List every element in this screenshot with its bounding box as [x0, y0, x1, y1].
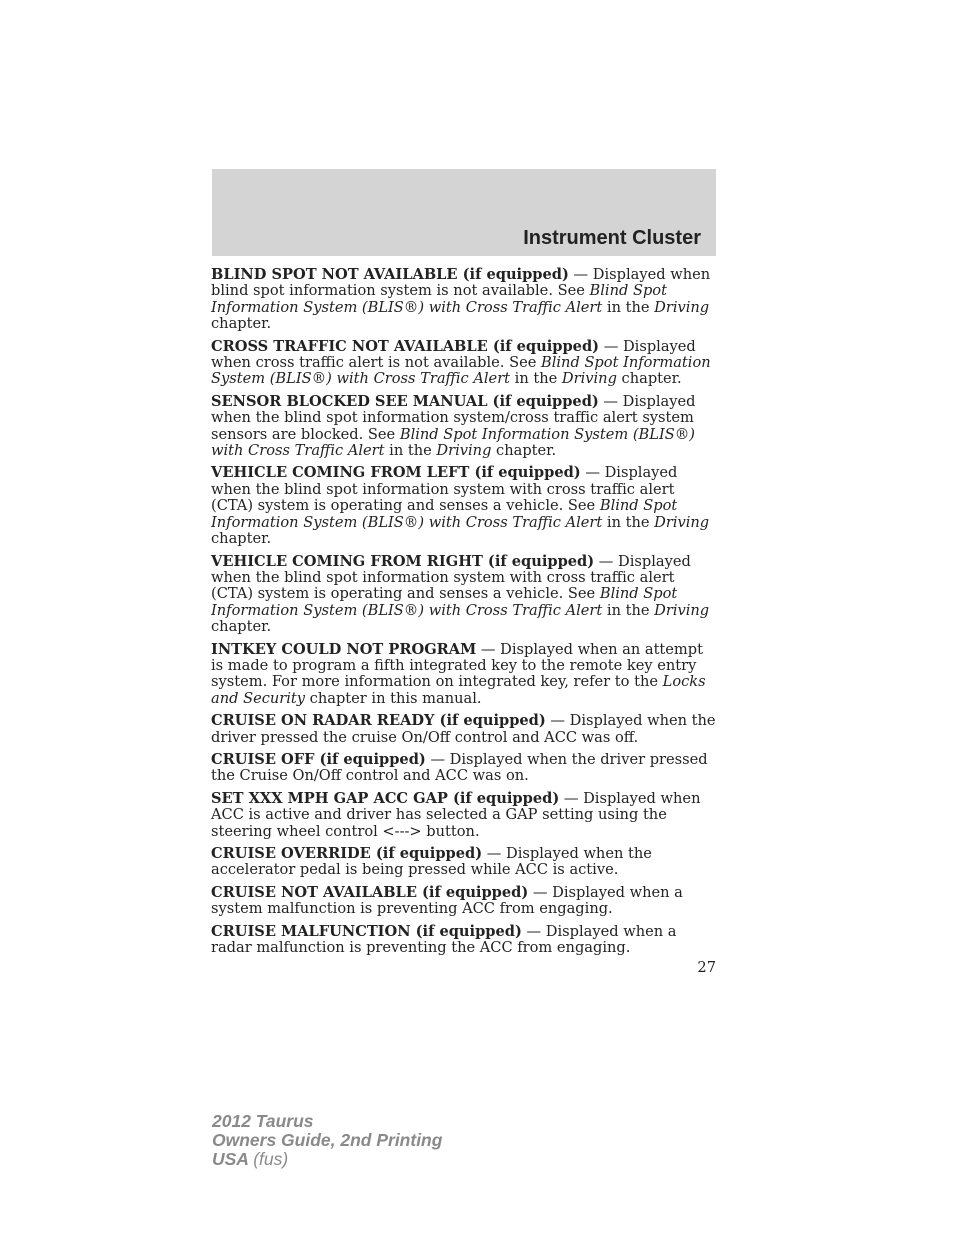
message-term: CRUISE OFF (if equipped): [211, 750, 426, 768]
message-description: — Displayed when the blind spot information system with cross traffic alert (CTA) system is operating and senses a vehicle. See: [211, 464, 678, 515]
message-entry: [211, 339, 717, 388]
message-description: — Displayed when a radar malfunction is preventing the ACC from engaging.: [211, 922, 677, 957]
message-term: CRUISE NOT AVAILABLE (if equipped): [211, 883, 529, 901]
message-description: — Displayed when ACC is active and driver has selected a GAP setting using the steering wheel control <---> button.: [211, 789, 701, 840]
message-description: chapter.: [211, 618, 272, 636]
document-body: [211, 267, 717, 962]
cross-reference: Blind Spot Information System (BLIS®) with Cross Traffic Alert: [211, 497, 678, 531]
footer-region-name: USA: [212, 1149, 249, 1169]
footer-guide-edition: Owners Guide, 2nd Printing: [212, 1130, 443, 1150]
message-term: INTKEY COULD NOT PROGRAM: [211, 640, 477, 658]
message-description: chapter.: [211, 530, 272, 548]
message-description: — Displayed when the accelerator pedal is being pressed while ACC is active.: [211, 845, 652, 879]
page-number: 27: [697, 959, 716, 976]
message-term: CRUISE ON RADAR READY (if equipped): [211, 712, 546, 730]
message-description: chapter.: [491, 442, 557, 460]
message-description: — Displayed when a system malfunction is preventing ACC from engaging.: [211, 883, 683, 918]
section-header-band: [212, 169, 716, 256]
cross-reference: Driving: [654, 513, 710, 531]
message-entry: [211, 791, 717, 840]
message-term: CROSS TRAFFIC NOT AVAILABLE (if equipped): [211, 337, 600, 355]
message-entry: [211, 713, 717, 746]
message-term: BLIND SPOT NOT AVAILABLE (if equipped): [211, 266, 569, 283]
message-entry: [211, 752, 717, 785]
message-description: in the: [602, 601, 655, 619]
cross-reference: Blind Spot Information System (BLIS®) with Cross Traffic Alert: [211, 282, 667, 316]
message-entry: [211, 267, 717, 333]
message-entry: [211, 924, 717, 957]
message-description: in the: [602, 513, 655, 531]
message-description: chapter in this manual.: [305, 689, 482, 707]
message-term: CRUISE OVERRIDE (if equipped): [211, 845, 483, 862]
footer-region: [212, 1150, 442, 1169]
cross-reference: Driving: [654, 298, 710, 316]
message-description: — Displayed when the blind spot information system with cross traffic alert (CTA) system is operating and senses a vehicle. See: [211, 552, 691, 603]
cross-reference: Blind Spot Information System (BLIS®) with Cross Traffic Alert: [211, 585, 678, 619]
cross-reference: Driving: [654, 601, 710, 619]
message-description: — Displayed when the blind spot information system/cross traffic alert system sensors are blocked. See: [211, 392, 696, 443]
message-entry: [211, 642, 717, 708]
document-footer: [212, 1112, 442, 1169]
section-title: Instrument Cluster: [523, 227, 701, 249]
cross-reference: Blind Spot Information System (BLIS®) with Cross Traffic Alert: [211, 425, 696, 460]
message-description: — Displayed when the driver pressed the Cruise On/Off control and ACC was on.: [211, 750, 708, 785]
message-description: — Displayed when the driver pressed the cruise On/Off control and ACC was off.: [211, 712, 716, 746]
message-description: in the: [602, 298, 655, 316]
message-term: VEHICLE COMING FROM RIGHT (if equipped): [211, 552, 595, 570]
message-description: — Displayed when cross traffic alert is not available. See: [211, 337, 696, 372]
message-description: chapter.: [211, 315, 272, 333]
cross-reference: Blind Spot Information System (BLIS®) with Cross Traffic Alert: [211, 354, 711, 388]
message-term: CRUISE MALFUNCTION (if equipped): [211, 922, 522, 940]
message-description: — Displayed when blind spot information system is not available. See: [211, 266, 711, 300]
message-term: SET XXX MPH GAP ACC GAP (if equipped): [211, 789, 560, 807]
cross-reference: Driving: [561, 370, 617, 388]
message-description: in the: [384, 442, 437, 460]
footer-region-code: (fus): [253, 1149, 289, 1169]
message-entry: [211, 885, 717, 918]
message-description: chapter.: [616, 370, 682, 388]
cross-reference: Locks and Security: [211, 673, 706, 707]
message-description: — Displayed when an attempt is made to program a fifth integrated key to the remote key entry system. For more information on integrated key, refer to the: [211, 640, 703, 691]
message-term: SENSOR BLOCKED SEE MANUAL (if equipped): [211, 392, 599, 410]
message-term: VEHICLE COMING FROM LEFT (if equipped): [211, 464, 581, 482]
message-entry: [211, 554, 717, 636]
cross-reference: Driving: [436, 442, 492, 460]
message-description: in the: [510, 370, 562, 388]
footer-model-year: 2012 Taurus: [212, 1111, 314, 1131]
message-entry: [211, 465, 717, 547]
message-entry: [211, 394, 717, 460]
message-entry: [211, 846, 717, 879]
